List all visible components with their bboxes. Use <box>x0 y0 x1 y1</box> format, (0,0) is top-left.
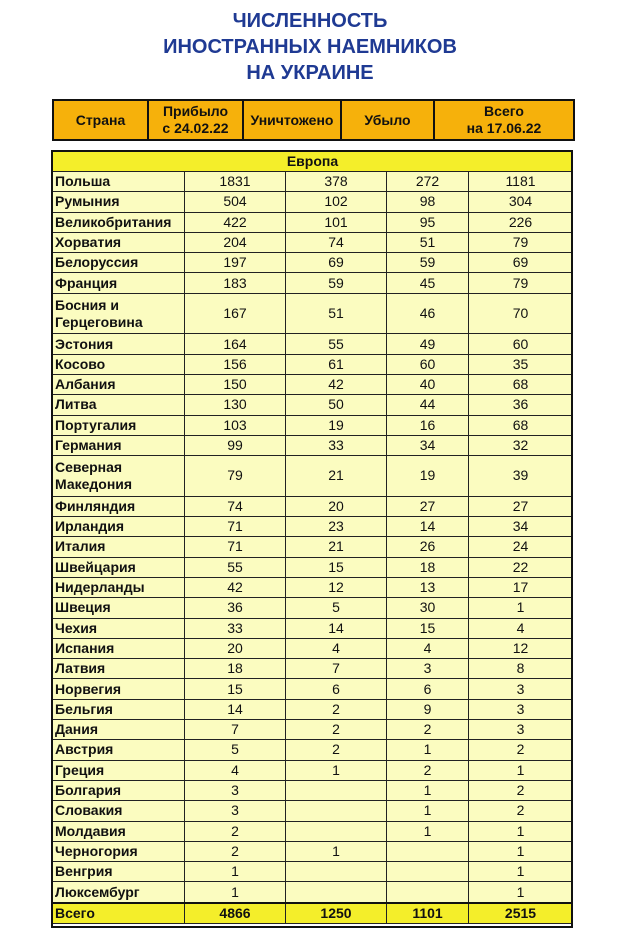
cell-country: Молдавия <box>53 821 185 841</box>
cell-total: 1 <box>469 821 573 841</box>
cell-arrived: 55 <box>185 557 286 577</box>
cell-country: Ирландия <box>53 517 185 537</box>
table-row <box>53 638 573 658</box>
cell-total: 3 <box>469 679 573 699</box>
table-row <box>53 720 573 740</box>
table-row <box>53 862 573 882</box>
cell-country: Хорватия <box>53 232 185 252</box>
cell-arrived: 164 <box>185 334 286 354</box>
data-table <box>52 151 573 924</box>
table-row <box>53 598 573 618</box>
cell-arrived: 2 <box>185 821 286 841</box>
cell-arrived: 2 <box>185 841 286 861</box>
cell-total: 3 <box>469 720 573 740</box>
table-row <box>53 415 573 435</box>
cell-arrived: 183 <box>185 273 286 293</box>
table-row <box>53 557 573 577</box>
cell-destroyed: 102 <box>286 192 387 212</box>
table-row <box>53 435 573 455</box>
cell-arrived: 71 <box>185 537 286 557</box>
cell-destroyed: 61 <box>286 354 387 374</box>
table-row <box>53 841 573 861</box>
cell-destroyed: 59 <box>286 273 387 293</box>
table-row <box>53 699 573 719</box>
cell-country: Франция <box>53 273 185 293</box>
cell-country: Венгрия <box>53 862 185 882</box>
cell-arrived: 7 <box>185 720 286 740</box>
cell-left: 34 <box>387 435 469 455</box>
cell-total: 27 <box>469 496 573 516</box>
table-row <box>53 517 573 537</box>
title-line-2: ИНОСТРАННЫХ НАЕМНИКОВ <box>163 36 457 58</box>
cell-country: Черногория <box>53 841 185 861</box>
total-total: 2515 <box>469 903 573 924</box>
cell-destroyed <box>286 801 387 821</box>
cell-total: 1 <box>469 841 573 861</box>
cell-arrived: 14 <box>185 699 286 719</box>
cell-destroyed <box>286 862 387 882</box>
cell-total: 24 <box>469 537 573 557</box>
title-line-3: НА УКРАИНЕ <box>246 62 374 84</box>
cell-total: 1 <box>469 882 573 903</box>
cell-destroyed <box>286 780 387 800</box>
cell-total: 32 <box>469 435 573 455</box>
table-row <box>53 273 573 293</box>
cell-destroyed: 55 <box>286 334 387 354</box>
cell-left: 46 <box>387 293 469 334</box>
cell-total: 36 <box>469 395 573 415</box>
cell-arrived: 3 <box>185 780 286 800</box>
cell-destroyed: 5 <box>286 598 387 618</box>
table-row <box>53 172 573 192</box>
cell-left <box>387 841 469 861</box>
table-row <box>53 232 573 252</box>
cell-left: 13 <box>387 577 469 597</box>
table-row <box>53 760 573 780</box>
cell-left: 2 <box>387 720 469 740</box>
cell-destroyed: 51 <box>286 293 387 334</box>
cell-country: Дания <box>53 720 185 740</box>
cell-destroyed: 7 <box>286 659 387 679</box>
cell-total: 68 <box>469 374 573 394</box>
cell-total: 35 <box>469 354 573 374</box>
table-row <box>53 577 573 597</box>
cell-total: 22 <box>469 557 573 577</box>
cell-total: 69 <box>469 253 573 273</box>
cell-left <box>387 862 469 882</box>
section-label: Европа <box>53 152 573 172</box>
cell-arrived: 79 <box>185 456 286 497</box>
cell-arrived: 1 <box>185 882 286 903</box>
cell-left: 3 <box>387 659 469 679</box>
cell-left: 272 <box>387 172 469 192</box>
total-country: Всего <box>53 903 185 924</box>
cell-total: 2 <box>469 740 573 760</box>
cell-left: 1 <box>387 780 469 800</box>
cell-destroyed: 33 <box>286 435 387 455</box>
table-row <box>53 212 573 232</box>
table-row <box>53 456 573 497</box>
table-row <box>53 374 573 394</box>
cell-left: 1 <box>387 821 469 841</box>
cell-left: 1 <box>387 740 469 760</box>
cell-destroyed: 2 <box>286 699 387 719</box>
header-arrived: Прибыло с 24.02.22 <box>148 100 243 140</box>
cell-country: Испания <box>53 638 185 658</box>
cell-arrived: 4 <box>185 760 286 780</box>
cell-destroyed: 21 <box>286 456 387 497</box>
cell-total: 1 <box>469 760 573 780</box>
cell-country: Румыния <box>53 192 185 212</box>
table-row <box>53 496 573 516</box>
cell-arrived: 3 <box>185 801 286 821</box>
cell-destroyed: 69 <box>286 253 387 273</box>
cell-left: 19 <box>387 456 469 497</box>
table-row <box>53 192 573 212</box>
table-row <box>53 801 573 821</box>
cell-total: 304 <box>469 192 573 212</box>
cell-arrived: 20 <box>185 638 286 658</box>
cell-total: 2 <box>469 801 573 821</box>
table-row <box>53 618 573 638</box>
cell-left: 15 <box>387 618 469 638</box>
cell-arrived: 5 <box>185 740 286 760</box>
cell-left: 51 <box>387 232 469 252</box>
cell-arrived: 150 <box>185 374 286 394</box>
cell-country: Греция <box>53 760 185 780</box>
title-line-1: ЧИСЛЕННОСТЬ <box>232 10 388 32</box>
cell-arrived: 36 <box>185 598 286 618</box>
table-row <box>53 354 573 374</box>
cell-arrived: 33 <box>185 618 286 638</box>
cell-left: 27 <box>387 496 469 516</box>
cell-destroyed: 2 <box>286 740 387 760</box>
cell-total: 1 <box>469 862 573 882</box>
header-country: Страна <box>53 100 148 140</box>
cell-country: Швейцария <box>53 557 185 577</box>
table-row <box>53 882 573 903</box>
table-row <box>53 740 573 760</box>
cell-left: 40 <box>387 374 469 394</box>
cell-country: Бельгия <box>53 699 185 719</box>
total-destroyed: 1250 <box>286 903 387 924</box>
cell-destroyed: 4 <box>286 638 387 658</box>
cell-destroyed: 42 <box>286 374 387 394</box>
cell-destroyed: 23 <box>286 517 387 537</box>
table-row <box>53 780 573 800</box>
cell-country: Эстония <box>53 334 185 354</box>
cell-arrived: 1 <box>185 862 286 882</box>
cell-arrived: 130 <box>185 395 286 415</box>
cell-total: 226 <box>469 212 573 232</box>
cell-arrived: 74 <box>185 496 286 516</box>
cell-left: 60 <box>387 354 469 374</box>
cell-total: 1181 <box>469 172 573 192</box>
cell-left: 98 <box>387 192 469 212</box>
cell-destroyed: 21 <box>286 537 387 557</box>
cell-total: 70 <box>469 293 573 334</box>
cell-left: 4 <box>387 638 469 658</box>
cell-country: Словакия <box>53 801 185 821</box>
cell-left: 14 <box>387 517 469 537</box>
cell-total: 8 <box>469 659 573 679</box>
cell-left <box>387 882 469 903</box>
table-row <box>53 334 573 354</box>
cell-country: Чехия <box>53 618 185 638</box>
cell-country: Албания <box>53 374 185 394</box>
cell-country: Люксембург <box>53 882 185 903</box>
cell-arrived: 422 <box>185 212 286 232</box>
cell-country: Северная Македония <box>53 456 185 497</box>
total-left: 1101 <box>387 903 469 924</box>
cell-arrived: 15 <box>185 679 286 699</box>
cell-left: 18 <box>387 557 469 577</box>
cell-total: 4 <box>469 618 573 638</box>
cell-country: Германия <box>53 435 185 455</box>
cell-arrived: 1831 <box>185 172 286 192</box>
section-row <box>53 152 573 172</box>
cell-destroyed: 1 <box>286 760 387 780</box>
header-total: Всего на 17.06.22 <box>434 100 574 140</box>
cell-arrived: 156 <box>185 354 286 374</box>
cell-country: Белоруссия <box>53 253 185 273</box>
cell-total: 68 <box>469 415 573 435</box>
cell-left: 95 <box>387 212 469 232</box>
cell-country: Португалия <box>53 415 185 435</box>
cell-left: 26 <box>387 537 469 557</box>
table-row <box>53 253 573 273</box>
cell-destroyed: 101 <box>286 212 387 232</box>
cell-arrived: 99 <box>185 435 286 455</box>
cell-left: 9 <box>387 699 469 719</box>
cell-arrived: 204 <box>185 232 286 252</box>
cell-arrived: 71 <box>185 517 286 537</box>
cell-country: Италия <box>53 537 185 557</box>
cell-total: 39 <box>469 456 573 497</box>
cell-destroyed: 15 <box>286 557 387 577</box>
cell-destroyed: 20 <box>286 496 387 516</box>
cell-country: Литва <box>53 395 185 415</box>
cell-arrived: 18 <box>185 659 286 679</box>
cell-destroyed: 1 <box>286 841 387 861</box>
table-row <box>53 821 573 841</box>
table-row <box>53 659 573 679</box>
cell-destroyed <box>286 821 387 841</box>
cell-left: 6 <box>387 679 469 699</box>
cell-destroyed <box>286 882 387 903</box>
cell-country: Болгария <box>53 780 185 800</box>
cell-destroyed: 19 <box>286 415 387 435</box>
cell-total: 17 <box>469 577 573 597</box>
cell-total: 1 <box>469 598 573 618</box>
cell-arrived: 504 <box>185 192 286 212</box>
cell-country: Норвегия <box>53 679 185 699</box>
table-row <box>53 537 573 557</box>
cell-total: 2 <box>469 780 573 800</box>
total-arrived: 4866 <box>185 903 286 924</box>
cell-country: Польша <box>53 172 185 192</box>
table-row <box>53 395 573 415</box>
cell-total: 12 <box>469 638 573 658</box>
cell-arrived: 197 <box>185 253 286 273</box>
table-row <box>53 293 573 334</box>
cell-destroyed: 2 <box>286 720 387 740</box>
cell-country: Босния и Герцеговина <box>53 293 185 334</box>
cell-left: 44 <box>387 395 469 415</box>
table-row <box>53 679 573 699</box>
cell-total: 79 <box>469 273 573 293</box>
cell-country: Австрия <box>53 740 185 760</box>
cell-country: Нидерланды <box>53 577 185 597</box>
cell-arrived: 167 <box>185 293 286 334</box>
cell-country: Финляндия <box>53 496 185 516</box>
cell-country: Косово <box>53 354 185 374</box>
cell-total: 3 <box>469 699 573 719</box>
cell-arrived: 42 <box>185 577 286 597</box>
total-row <box>53 903 573 924</box>
page-title <box>0 8 620 86</box>
cell-country: Латвия <box>53 659 185 679</box>
cell-left: 59 <box>387 253 469 273</box>
cell-destroyed: 14 <box>286 618 387 638</box>
cell-total: 60 <box>469 334 573 354</box>
table-header <box>52 99 575 141</box>
cell-left: 45 <box>387 273 469 293</box>
cell-destroyed: 378 <box>286 172 387 192</box>
cell-country: Великобритания <box>53 212 185 232</box>
cell-total: 34 <box>469 517 573 537</box>
cell-left: 2 <box>387 760 469 780</box>
cell-destroyed: 6 <box>286 679 387 699</box>
cell-destroyed: 74 <box>286 232 387 252</box>
cell-country: Швеция <box>53 598 185 618</box>
header-destroyed: Уничтожено <box>243 100 341 140</box>
cell-total: 79 <box>469 232 573 252</box>
cell-left: 1 <box>387 801 469 821</box>
cell-left: 30 <box>387 598 469 618</box>
cell-destroyed: 12 <box>286 577 387 597</box>
cell-arrived: 103 <box>185 415 286 435</box>
header-left: Убыло <box>341 100 434 140</box>
cell-destroyed: 50 <box>286 395 387 415</box>
cell-left: 16 <box>387 415 469 435</box>
cell-left: 49 <box>387 334 469 354</box>
